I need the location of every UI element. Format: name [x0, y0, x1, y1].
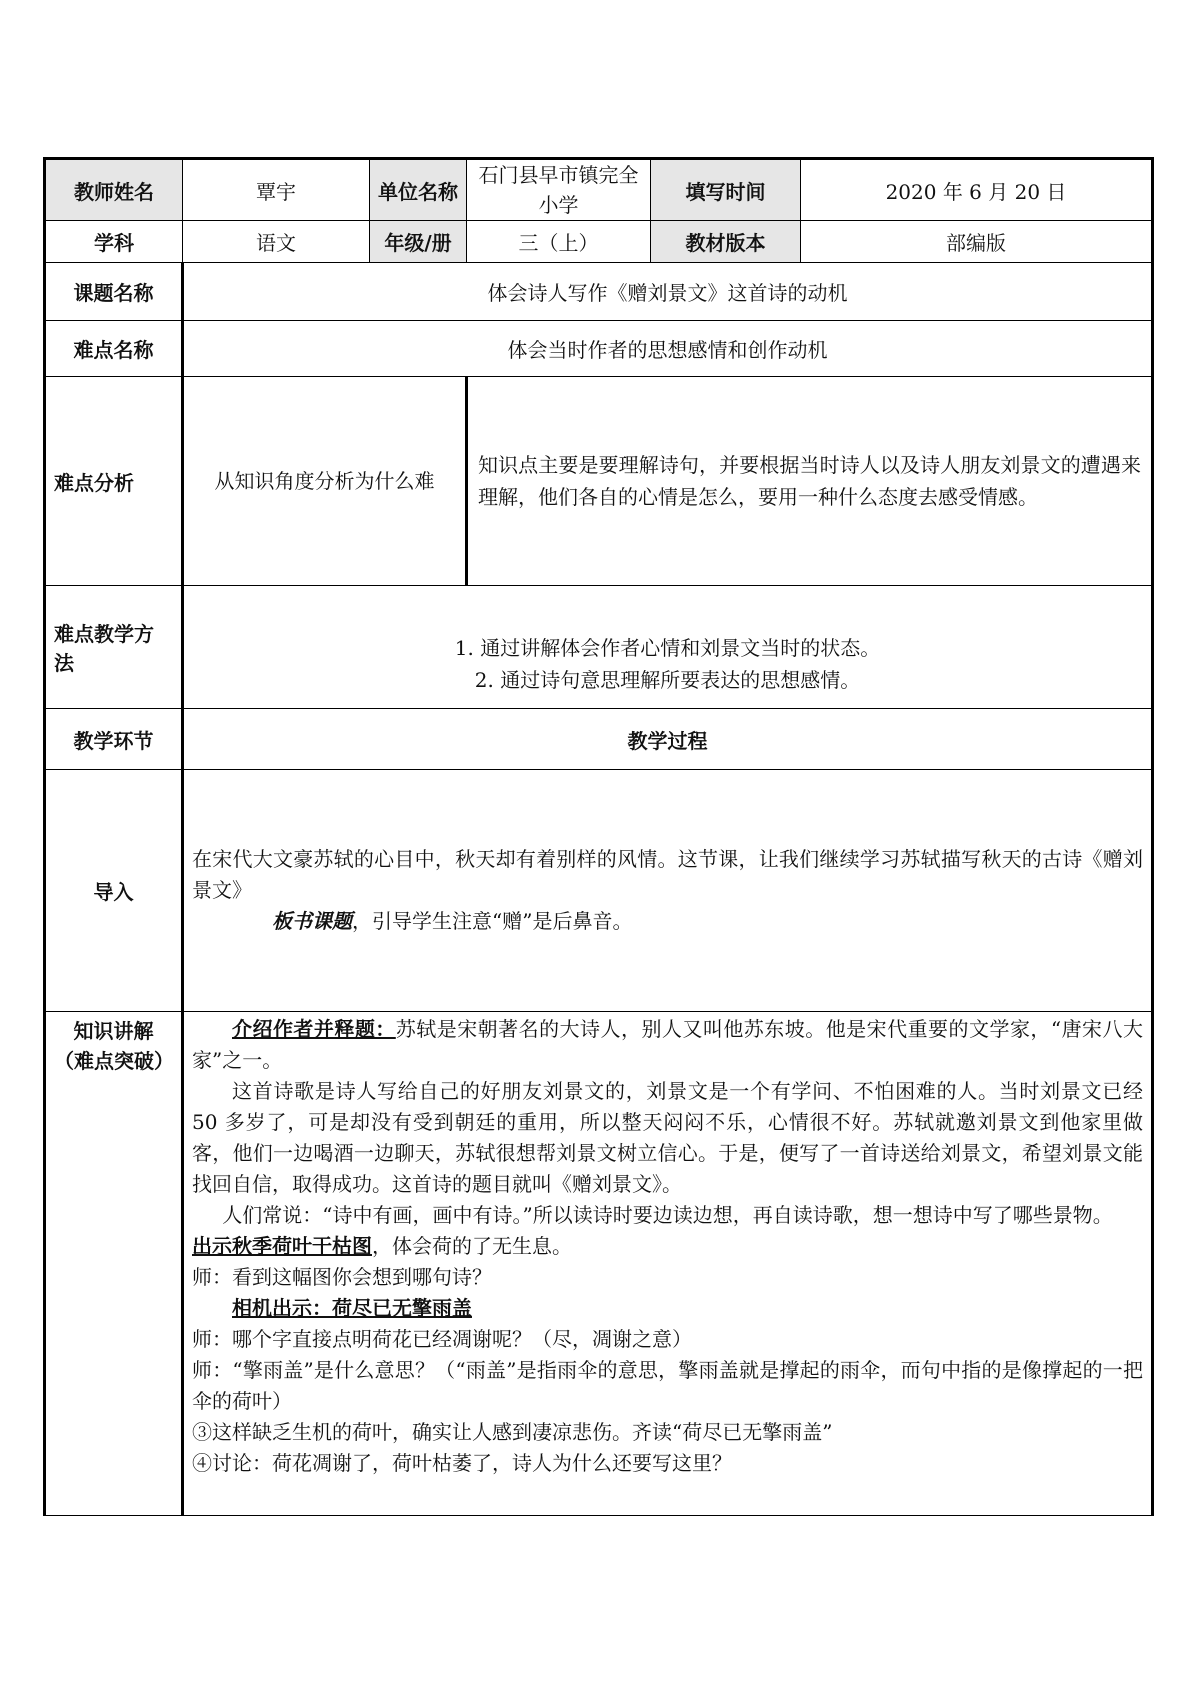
knowledge-p4 — [192, 1231, 1143, 1262]
knowledge-p3: 人们常说：“诗中有画，画中有诗。”所以读诗时要边读边想，再自读诗歌，想一想诗中写了哪些景物。 — [222, 1203, 1113, 1227]
teacher-label: 教师姓名 — [45, 159, 183, 221]
methods-list — [183, 586, 1153, 709]
process-header-row — [45, 709, 1153, 770]
board-title-emphasis: 板书课题 — [272, 909, 352, 933]
knowledge-p1 — [192, 1014, 1143, 1076]
subject-label: 学科 — [45, 221, 183, 263]
method-item: 2. 通过诗句意思理解所要表达的思想感情。 — [474, 668, 861, 692]
knowledge-label-1: 知识讲解 — [73, 1019, 154, 1043]
topic-value: 体会诗人写作《赠刘景文》这首诗的动机 — [183, 263, 1153, 321]
knowledge-p7: 师：哪个字直接点明荷花已经凋谢呢？（尽，凋谢之意） — [192, 1327, 692, 1351]
intro-label: 导入 — [45, 770, 183, 1012]
knowledge-p4-rest: ，体会荷的了无生息。 — [372, 1234, 572, 1258]
knowledge-p1-rest: 苏轼是宋朝著名的大诗人，别人又叫他苏东坡。他是宋代重要的文学家，“唐宋八大家”之一。 — [192, 1017, 1143, 1072]
methods-row — [45, 586, 1153, 709]
edition-value: 部编版 — [801, 221, 1153, 263]
analysis-sub-label: 从知识角度分析为什么难 — [183, 377, 467, 586]
knowledge-content — [183, 1012, 1153, 1516]
teacher-value: 覃宇 — [183, 159, 370, 221]
topic-label: 课题名称 — [45, 263, 183, 321]
methods-label: 难点教学方法 — [45, 586, 183, 709]
author-intro-heading: 介绍作者并释题： — [232, 1017, 396, 1041]
knowledge-p6: 相机出示：荷尽已无擎雨盖 — [232, 1296, 472, 1320]
process-label: 教学环节 — [45, 709, 183, 770]
process-title: 教学过程 — [183, 709, 1153, 770]
knowledge-label-2: （难点突破） — [54, 1049, 174, 1073]
intro-content — [183, 770, 1153, 1012]
time-label: 填写时间 — [651, 159, 801, 221]
intro-line-1: 在宋代大文豪苏轼的心目中，秋天却有着别样的风情。这节课，让我们继续学习苏轼描写秋天的古诗《赠刘景文》 — [192, 847, 1143, 902]
knowledge-label — [45, 1012, 183, 1516]
knowledge-p5: 师：看到这幅图你会想到哪句诗？ — [192, 1265, 492, 1289]
knowledge-p2: 这首诗歌是诗人写给自己的好朋友刘景文的，刘景文是一个有学问、不怕困难的人。当时刘景文已经 50 多岁了，可是却没有受到朝廷的重用，所以整天闷闷不乐，心情很不好。苏轼就邀刘景文到他家里做客，他们一边喝酒一边聊天，苏轼很想帮刘景文树立信心。于是，便写了一首诗送给刘景文，希望刘景文能找回自信，取得成功。这首诗的题目就叫《赠刘景文》。 — [192, 1079, 1143, 1196]
grade-value: 三（上） — [467, 221, 651, 263]
time-value: 2020 年 6 月 20 日 — [801, 159, 1153, 221]
analysis-text: 知识点主要是要理解诗句，并要根据当时诗人以及诗人朋友刘景文的遭遇来理解，他们各自的心情是怎么，要用一种什么态度去感受情感。 — [467, 377, 1153, 586]
unit-label: 单位名称 — [370, 159, 467, 221]
knowledge-p9: ③这样缺乏生机的荷叶，确实让人感到凄凉悲伤。齐读“荷尽已无擎雨盖” — [192, 1420, 833, 1444]
method-item: 1. 通过讲解体会作者心情和刘景文当时的状态。 — [454, 636, 881, 660]
lesson-plan-table — [43, 157, 1154, 1516]
difficulty-label: 难点名称 — [45, 321, 183, 377]
topic-row — [45, 263, 1153, 321]
header-row-1 — [45, 159, 1153, 221]
edition-label: 教材版本 — [651, 221, 801, 263]
difficulty-row — [45, 321, 1153, 377]
grade-label: 年级/册 — [370, 221, 467, 263]
intro-row — [45, 770, 1153, 1012]
unit-value: 石门县早市镇完全小学 — [467, 159, 651, 221]
subject-value: 语文 — [183, 221, 370, 263]
intro-line-2 — [192, 906, 1143, 937]
show-picture-link: 出示秋季荷叶干枯图 — [192, 1234, 372, 1258]
difficulty-value: 体会当时作者的思想感情和创作动机 — [183, 321, 1153, 377]
analysis-row — [45, 377, 1153, 586]
header-row-2 — [45, 221, 1153, 263]
knowledge-p10: ④讨论：荷花凋谢了，荷叶枯萎了，诗人为什么还要写这里？ — [192, 1451, 732, 1475]
knowledge-row — [45, 1012, 1153, 1516]
analysis-label: 难点分析 — [45, 377, 183, 586]
knowledge-p8: 师：“擎雨盖”是什么意思？（“雨盖”是指雨伞的意思，擎雨盖就是撑起的雨伞，而句中指的是像撑起的一把伞的荷叶） — [192, 1358, 1143, 1413]
intro-line-2-rest: ，引导学生注意“赠”是后鼻音。 — [352, 909, 633, 933]
